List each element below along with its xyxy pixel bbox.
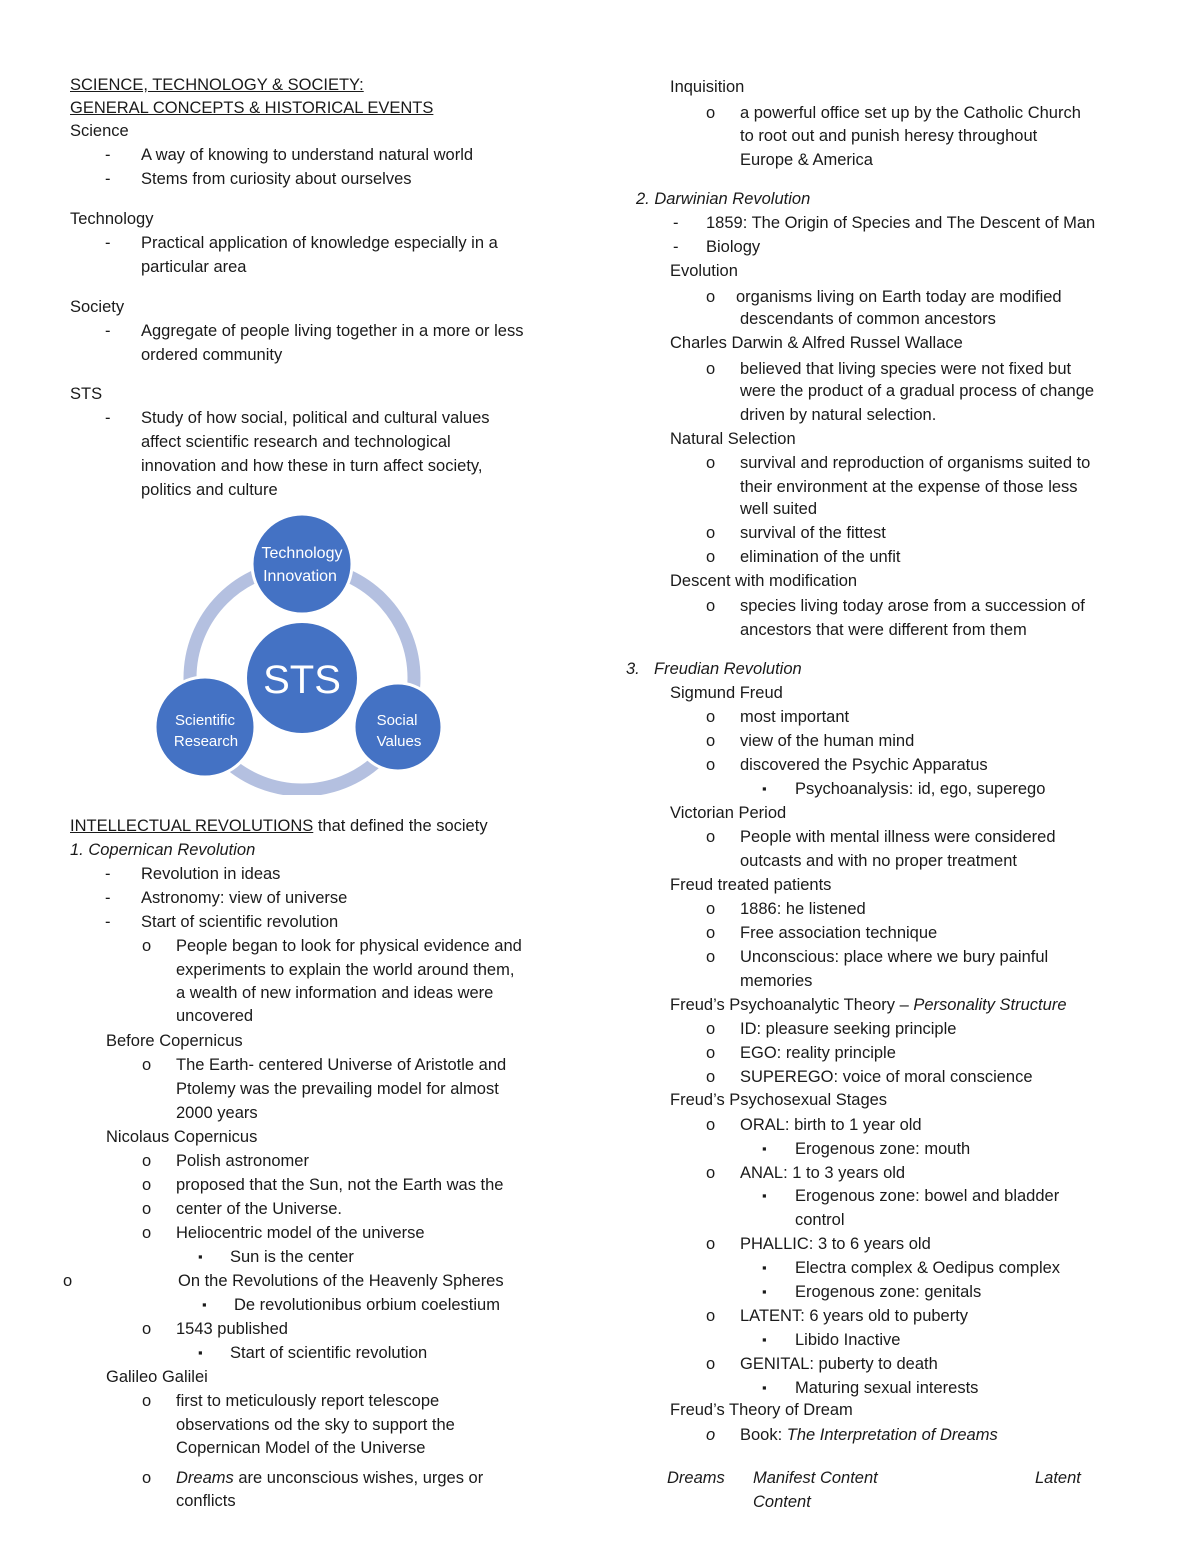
dreams-rest: are unconscious wishes, urges or [233,1469,484,1487]
evidence-line-4: uncovered [176,1007,254,1025]
theory-item-2: EGO: reality principle [740,1044,896,1062]
dash-bullet: - [673,214,679,232]
doc-title-line1: SCIENCE, TECHNOLOGY & SOCIETY: [70,76,364,94]
circle-bullet: o [706,360,716,378]
circle-bullet: o [142,1200,152,1218]
darwin-line-1: believed that living species were not fixed but [740,360,1072,378]
sts-heading: STS [70,385,103,403]
circle-bullet: o [706,900,716,918]
galileo-line-3: Copernican Model of the Universe [176,1439,426,1457]
evolution-heading: Evolution [670,262,738,280]
start-revolution-text: Start of scientific revolution [230,1344,428,1362]
square-bullet: ▪ [198,1345,203,1360]
sigmund-heading: Sigmund Freud [670,684,783,702]
square-bullet: ▪ [762,1188,767,1203]
natural-line-1: survival and reproduction of organisms suited to [740,454,1091,472]
latent-sub: Libido Inactive [795,1331,901,1349]
circle-bullet: o [706,828,716,846]
inquisition-line-3: Europe & America [740,151,873,169]
research-node-label-1: Scientific [174,712,236,729]
copernican-item-1: Revolution in ideas [141,865,281,883]
copernican-heading: 1. Copernican Revolution [70,841,256,859]
victorian-line-1: People with mental illness were considered [740,828,1056,846]
table-content: Content [753,1493,811,1511]
inquisition-line-2: to root out and punish heresy throughout [740,127,1038,145]
circle-bullet: o [142,937,152,955]
darwinian-item-1: 1859: The Origin of Species and The Descent of Man [706,214,1096,232]
values-node-label-2: Values [376,733,422,750]
science-item-1: A way of knowing to understand natural world [141,146,474,164]
society-line-2: ordered community [141,346,283,364]
galileo-heading: Galileo Galilei [106,1368,208,1386]
latent-stage: LATENT: 6 years old to puberty [740,1307,969,1325]
book-title: The Interpretation of Dreams [786,1426,998,1444]
circle-bullet: o [706,1116,716,1134]
before-line-1: The Earth- centered Universe of Aristotle and [176,1056,507,1074]
nicolaus-item-2: proposed that the Sun, not the Earth was the [176,1176,504,1194]
theory-italic: Personality Structure [913,996,1067,1014]
published-text: 1543 published [176,1320,288,1338]
technology-node [252,515,352,614]
circle-bullet: o [142,1469,152,1487]
sigmund-item-2: view of the human mind [740,732,915,750]
square-bullet: ▪ [762,1380,767,1395]
psychoanalytic-theory-line [670,993,1067,1017]
circle-bullet: o [706,756,716,774]
natural-line-2: their environment at the expense of those less [740,478,1078,496]
research-node-label-2: Research [173,733,239,750]
society-line-1: Aggregate of people living together in a more or less [141,322,524,340]
circle-bullet: o [706,524,716,542]
evolution-line-1: organisms living on Earth today are modified [736,288,1062,306]
anal-zone-line-1: Erogenous zone: bowel and bladder [795,1187,1060,1205]
before-line-3: 2000 years [176,1104,258,1122]
intellectual-revolutions-suffix: that defined the society [313,817,488,835]
circle-bullet: o [142,1392,152,1410]
galileo-line-2: observations od the sky to support the [176,1416,455,1434]
fittest-text: survival of the fittest [740,524,886,542]
technology-node-label-2: Innovation [263,568,337,585]
theory-item-3: SUPEREGO: voice of moral conscience [740,1068,1033,1086]
victorian-heading: Victorian Period [670,804,787,822]
darwin-line-3: driven by natural selection. [740,406,937,424]
victorian-line-2: outcasts and with no proper treatment [740,852,1017,870]
darwin-line-2: were the product of a gradual process of change [740,382,1095,400]
square-bullet: ▪ [762,1141,767,1156]
treated-heading: Freud treated patients [670,876,832,894]
circle-bullet: o [706,288,716,306]
darwinian-heading: 2. Darwinian Revolution [636,190,811,208]
sts-center-label: STS [263,658,341,702]
intellectual-revolutions-line [70,814,488,838]
evolution-line-2: descendants of common ancestors [740,310,996,328]
dash-bullet: - [105,913,111,931]
phallic-sub-2: Erogenous zone: genitals [795,1283,982,1301]
galileo-line-1: first to meticulously report telescope [176,1392,440,1410]
circle-bullet: o [706,548,716,566]
inquisition-line-1: a powerful office set up by the Catholic Church [740,104,1081,122]
technology-line-1: Practical application of knowledge especially in a [141,234,498,252]
freudian-number: 3. [626,660,640,678]
dash-bullet: - [673,238,679,256]
circle-bullet: o [706,948,716,966]
stages-heading: Freud’s Psychosexual Stages [670,1091,888,1109]
phallic-stage: PHALLIC: 3 to 6 years old [740,1235,931,1253]
copernican-item-3: Start of scientific revolution [141,913,339,931]
technology-heading: Technology [70,210,154,228]
oral-zone: Erogenous zone: mouth [795,1140,971,1158]
dream-theory-heading: Freud’s Theory of Dream [670,1401,853,1419]
copernican-item-2: Astronomy: view of universe [141,889,348,907]
dreams-italic: Dreams [176,1469,234,1487]
genital-stage: GENITAL: puberty to death [740,1355,938,1373]
values-node-label-1: Social [376,712,418,729]
square-bullet: ▪ [762,781,767,796]
dash-bullet: - [105,865,111,883]
circle-bullet: o [706,1044,716,1062]
science-item-2: Stems from curiosity about ourselves [141,170,412,188]
theory-item-1: ID: pleasure seeking principle [740,1020,957,1038]
square-bullet: ▪ [762,1284,767,1299]
circle-bullet: o [706,454,716,472]
sts-cycle-diagram [140,515,460,795]
table-latent: Latent [1035,1469,1081,1487]
sigmund-item-1: most important [740,708,850,726]
circle-bullet: o [706,708,716,726]
sigmund-item-3: discovered the Psychic Apparatus [740,756,988,774]
science-heading: Science [70,122,129,140]
darwinian-item-2: Biology [706,238,761,256]
sts-line-4: politics and culture [141,481,278,499]
freudian-heading: Freudian Revolution [654,660,802,678]
before-line-2: Ptolemy was the prevailing model for almost [176,1080,499,1098]
dash-bullet: - [105,146,111,164]
psychoanalysis-text: Psychoanalysis: id, ego, superego [795,780,1046,798]
evidence-line-1: People began to look for physical evidence and [176,937,522,955]
sts-line-1: Study of how social, political and cultural values [141,409,490,427]
nicolaus-item-1: Polish astronomer [176,1152,309,1170]
anal-zone-line-2: control [795,1211,845,1229]
treated-item-3-cont: memories [740,972,813,990]
inquisition-heading: Inquisition [670,78,745,96]
sts-line-3: innovation and how these in turn affect society, [141,457,483,475]
technology-line-2: particular area [141,258,247,276]
latin-title: De revolutionibus orbium coelestium [234,1296,500,1314]
natural-line-3: well suited [740,500,818,518]
square-bullet: ▪ [198,1249,203,1264]
circle-bullet: o [142,1176,152,1194]
genital-sub: Maturing sexual interests [795,1379,979,1397]
book-label: Book: [740,1426,787,1444]
intellectual-revolutions-heading: INTELLECTUAL REVOLUTIONS [70,817,314,835]
dream-book-line [740,1423,998,1447]
natural-selection-heading: Natural Selection [670,430,796,448]
revolutions-title: On the Revolutions of the Heavenly Spheres [178,1272,504,1290]
dreams-line-1 [176,1466,483,1490]
society-heading: Society [70,298,125,316]
circle-bullet: o [706,924,716,942]
dreams-line-2: conflicts [176,1492,236,1510]
circle-bullet: o [142,1320,152,1338]
treated-item-2: Free association technique [740,924,938,942]
nicolaus-item-4: Heliocentric model of the universe [176,1224,425,1242]
treated-item-1: 1886: he listened [740,900,866,918]
circle-bullet: o [63,1272,73,1290]
anal-stage: ANAL: 1 to 3 years old [740,1164,906,1182]
doc-title-line2: GENERAL CONCEPTS & HISTORICAL EVENTS [70,99,434,117]
darwin-wallace-heading: Charles Darwin & Alfred Russel Wallace [670,334,963,352]
descent-line-1: species living today arose from a succession of [740,597,1085,615]
evidence-line-3: a wealth of new information and ideas were [176,984,494,1002]
table-dreams: Dreams [667,1469,725,1487]
dash-bullet: - [105,322,111,340]
circle-bullet: o [142,1224,152,1242]
circle-bullet: o [706,597,716,615]
circle-bullet: o [706,1355,716,1373]
circle-bullet: o [706,732,716,750]
sts-line-2: affect scientific research and technological [141,433,451,451]
circle-bullet: o [706,1068,716,1086]
circle-bullet: o [142,1056,152,1074]
descent-heading: Descent with modification [670,572,858,590]
unfit-text: elimination of the unfit [740,548,901,566]
phallic-sub-1: Electra complex & Oedipus complex [795,1259,1061,1277]
dash-bullet: - [105,889,111,907]
theory-heading: Freud’s Psychoanalytic Theory – [670,996,914,1014]
circle-bullet: o [706,1164,716,1182]
treated-item-3: Unconscious: place where we bury painful [740,948,1049,966]
circle-bullet: o [706,1426,716,1444]
descent-line-2: ancestors that were different from them [740,621,1027,639]
dash-bullet: - [105,409,111,427]
square-bullet: ▪ [202,1297,207,1312]
circle-bullet: o [706,104,716,122]
dash-bullet: - [105,234,111,252]
before-copernicus-heading: Before Copernicus [106,1032,243,1050]
sun-center-text: Sun is the center [230,1248,354,1266]
circle-bullet: o [706,1020,716,1038]
square-bullet: ▪ [762,1260,767,1275]
table-manifest-content: Manifest Content [753,1469,878,1487]
square-bullet: ▪ [762,1332,767,1347]
circle-bullet: o [706,1235,716,1253]
nicolaus-item-3: center of the Universe. [176,1200,342,1218]
nicolaus-heading: Nicolaus Copernicus [106,1128,258,1146]
dash-bullet: - [105,170,111,188]
circle-bullet: o [142,1152,152,1170]
oral-stage: ORAL: birth to 1 year old [740,1116,922,1134]
technology-node-label-1: Technology [261,545,343,562]
circle-bullet: o [706,1307,716,1325]
evidence-line-2: experiments to explain the world around them, [176,961,515,979]
